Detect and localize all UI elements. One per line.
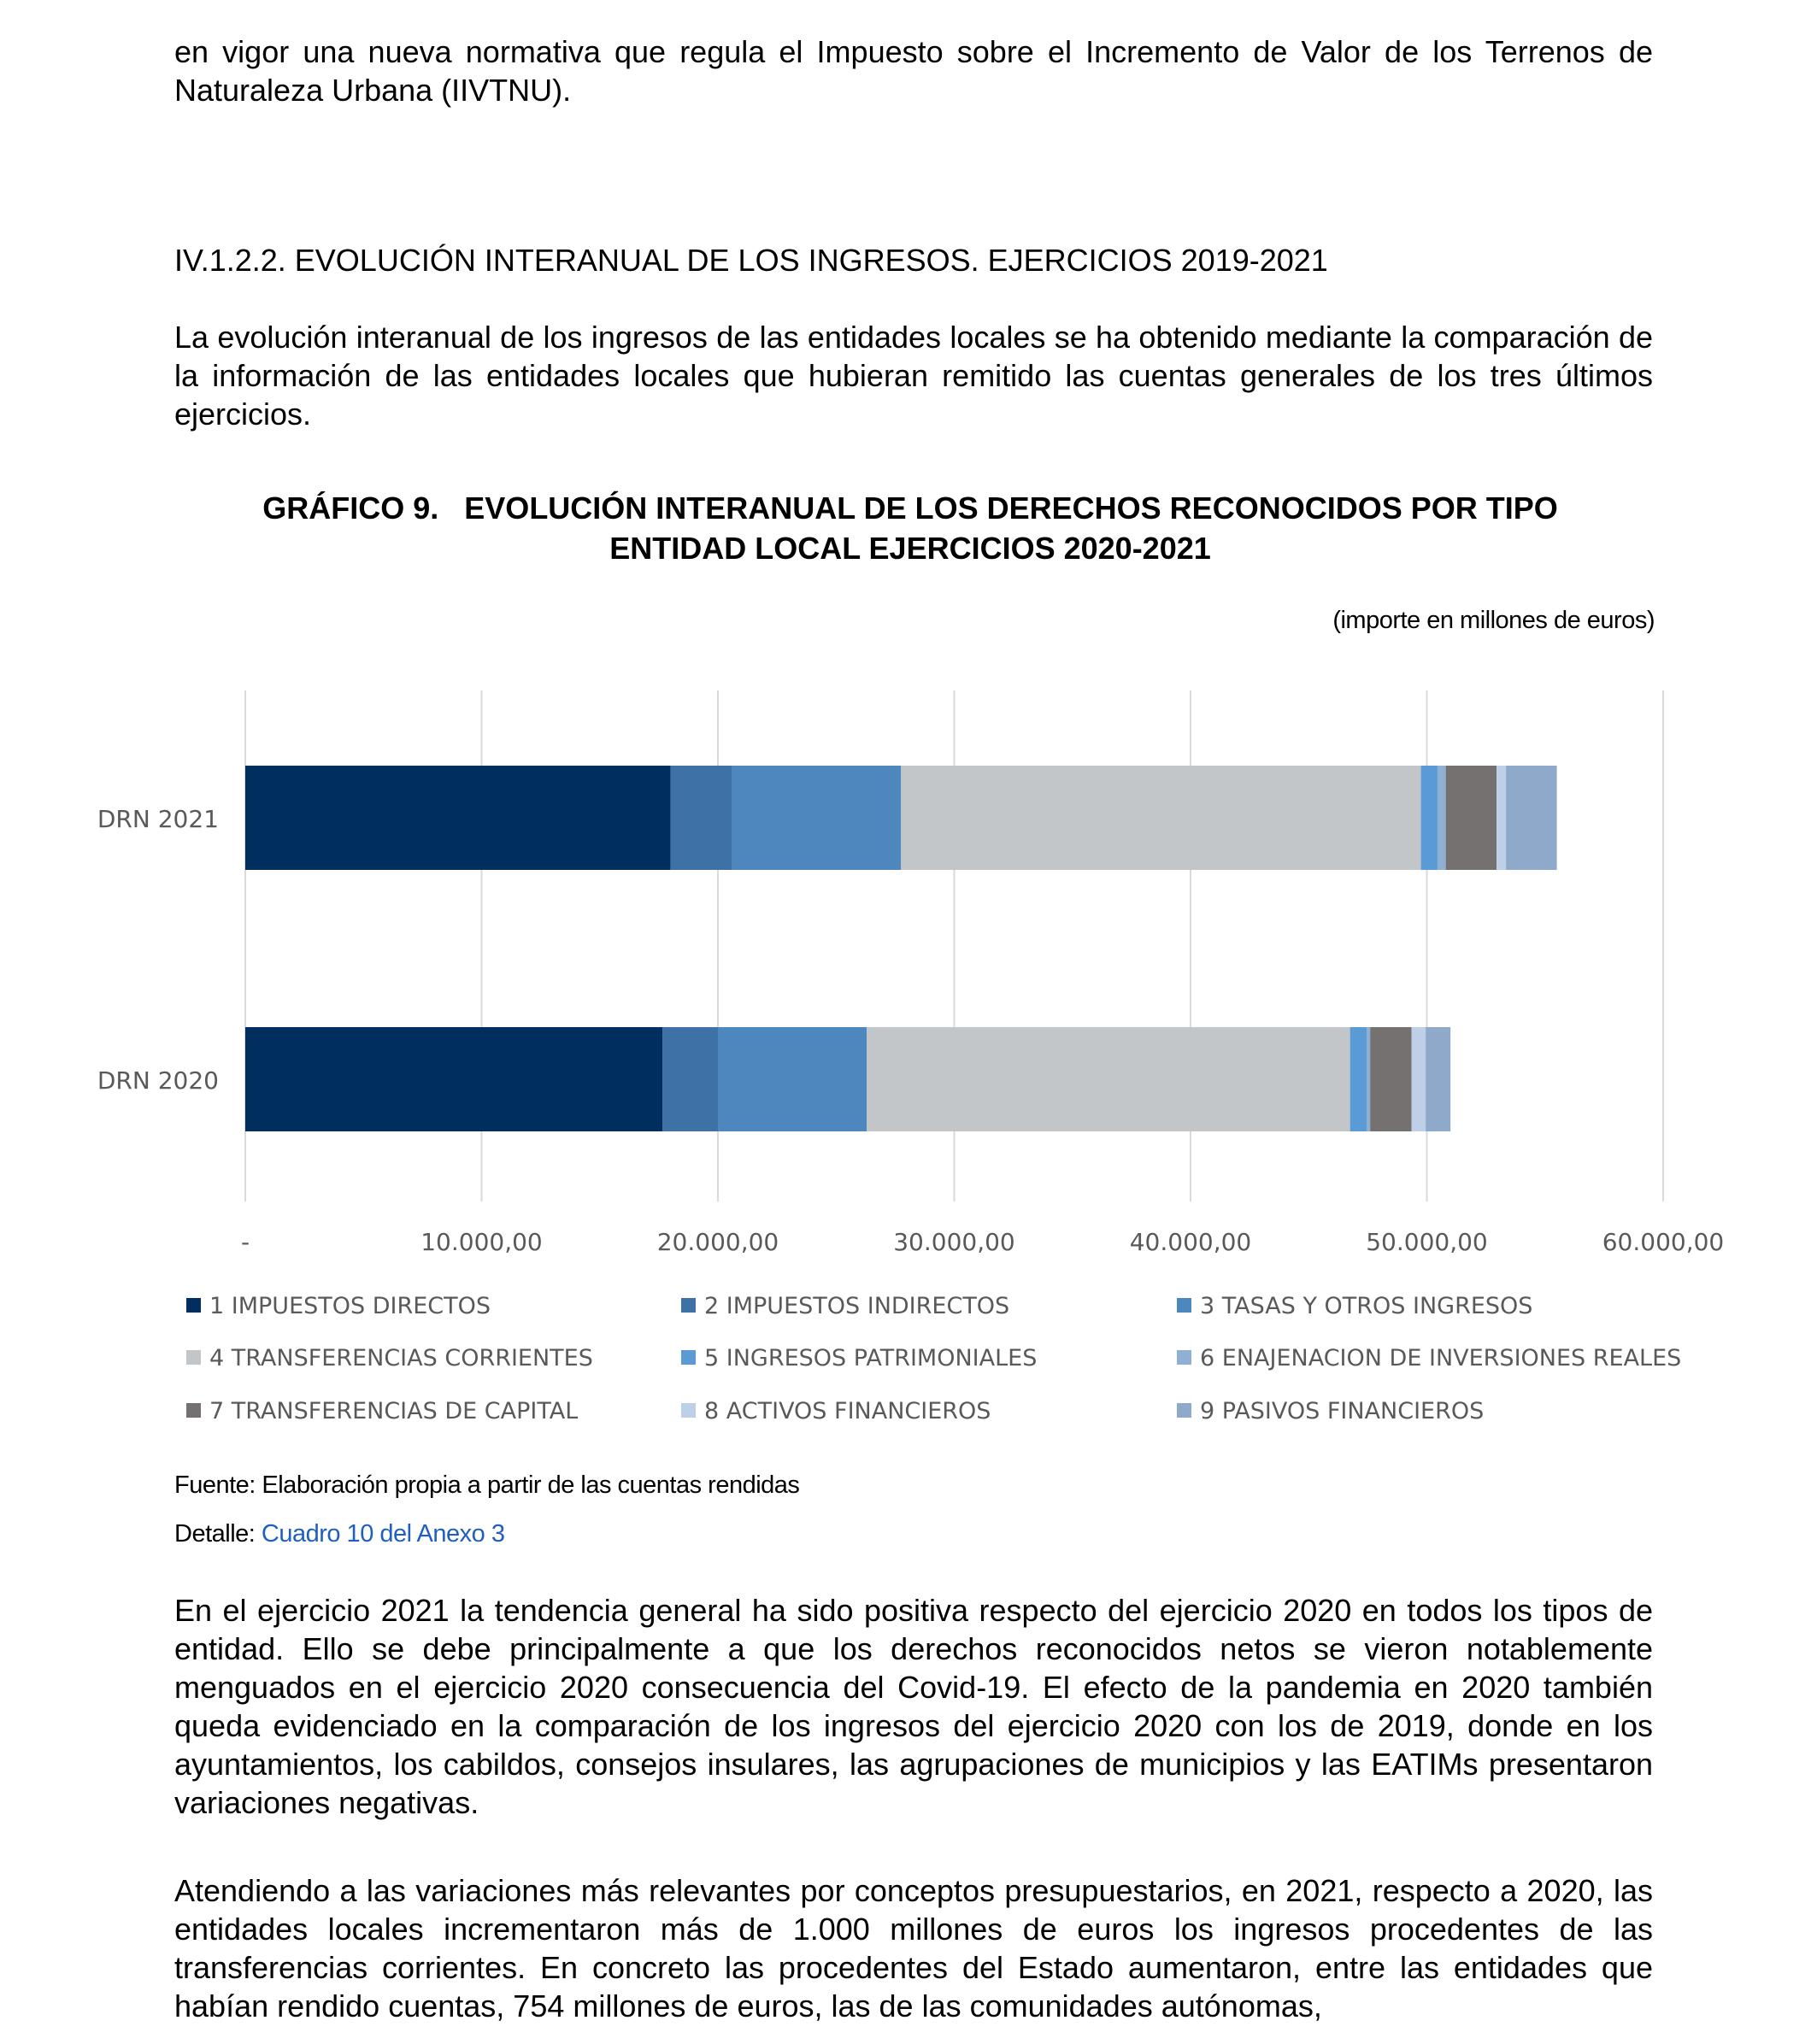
- x-tick-label-3: 30.000,00: [893, 1228, 1015, 1256]
- legend-label-4: 4 TRANSFERENCIAS CORRIENTES: [209, 1345, 593, 1371]
- source-note: Fuente: Elaboración propia a partir de las cuentas rendidas: [174, 1471, 800, 1499]
- bar-segment-2021-series-8: [1497, 766, 1506, 870]
- bar-segment-2020-series-2: [662, 1027, 718, 1131]
- legend-label-1: 1 IMPUESTOS DIRECTOS: [209, 1293, 491, 1319]
- bar-segment-2020-series-6: [1367, 1027, 1370, 1131]
- figure-title: [171, 488, 1649, 568]
- legend: [186, 1293, 1681, 1424]
- bar-segment-2020-series-3: [718, 1027, 867, 1131]
- bar-segment-2021-series-9: [1506, 766, 1556, 870]
- bar-segment-2020-series-7: [1370, 1027, 1411, 1131]
- bar-segment-2020-series-8: [1412, 1027, 1426, 1131]
- bar-segment-2021-series-4: [901, 766, 1420, 870]
- legend-swatch-3: [1177, 1298, 1191, 1313]
- bar-segment-2021-series-7: [1446, 766, 1497, 870]
- figure-title-line2: ENTIDAD LOCAL EJERCICIOS 2020-2021: [609, 531, 1211, 566]
- legend-swatch-8: [681, 1403, 696, 1418]
- legend-label-7: 7 TRANSFERENCIAS DE CAPITAL: [209, 1398, 579, 1424]
- category-labels: [97, 805, 219, 1095]
- stacked-bar-chart: [0, 675, 1817, 1444]
- bar-segment-2021-series-1: [245, 766, 671, 870]
- category-label-1: DRN 2020: [97, 1066, 219, 1095]
- units-note: (importe en millones de euros): [1332, 607, 1655, 634]
- bar-segment-2020-series-9: [1426, 1027, 1450, 1131]
- legend-swatch-4: [186, 1350, 201, 1365]
- method-paragraph: La evolución interanual de los ingresos de las entidades locales se ha obtenido mediante la comparación de la información de las entidades locales que hubieran remitido las cuentas generales de los tres últimos ejercicios.: [174, 320, 1653, 432]
- x-tick-label-6: 60.000,00: [1602, 1228, 1725, 1256]
- x-tick-labels: [241, 1228, 1724, 1256]
- bar-segment-2021-series-5: [1421, 766, 1438, 870]
- x-tick-label-5: 50.000,00: [1366, 1228, 1488, 1256]
- x-tick-label-2: 20.000,00: [656, 1228, 779, 1256]
- trend-paragraph: En el ejercicio 2021 la tendencia general ha sido positiva respecto del ejercicio 2020 en todos los tipos de entidad. Ello se debe principalmente a que los derechos reconocidos netos se vieron notablemente menguados en el ejercicio 2020 consecuencia del Covid-19. El efecto de la pandemia en 2020 también queda evidenciado en la comparación de los ingresos del ejercicio 2020 con los de 2019, donde en los ayuntamientos, los cabildos, consejos insulares, las agrupaciones de municipios y las EATIMs presentaron variaciones negativas.: [174, 1593, 1653, 1820]
- legend-swatch-1: [186, 1298, 201, 1313]
- variations-paragraph: Atendiendo a las variaciones más relevantes por conceptos presupuestarios, en 2021, respecto a 2020, las entidades locales incrementaron más de 1.000 millones de euros los ingresos procedentes de las transferencias corrientes. En concreto las procedentes del Estado aumentaron, entre las entidades que habían rendido cuentas, 754 millones de euros, las de las comunidades autónomas,: [174, 1873, 1653, 2023]
- detail-link[interactable]: Cuadro 10 del Anexo 3: [261, 1520, 505, 1548]
- legend-label-3: 3 TASAS Y OTROS INGRESOS: [1200, 1293, 1533, 1319]
- x-tick-label-4: 40.000,00: [1129, 1228, 1252, 1256]
- x-tick-label-1: 10.000,00: [420, 1228, 543, 1256]
- legend-label-9: 9 PASIVOS FINANCIEROS: [1200, 1398, 1485, 1424]
- section-heading: IV.1.2.2. EVOLUCIÓN INTERANUAL DE LOS INGRESOS. EJERCICIOS 2019-2021: [174, 243, 1328, 278]
- bar-segment-2021-series-6: [1438, 766, 1446, 870]
- bar-segment-2020-series-5: [1350, 1027, 1367, 1131]
- legend-label-6: 6 ENAJENACION DE INVERSIONES REALES: [1200, 1345, 1682, 1371]
- detail-note: [174, 1520, 504, 1548]
- bars: [245, 766, 1557, 1131]
- legend-label-5: 5 INGRESOS PATRIMONIALES: [704, 1345, 1038, 1371]
- detail-label: Detalle:: [174, 1520, 262, 1548]
- legend-swatch-2: [681, 1298, 696, 1313]
- legend-swatch-9: [1177, 1403, 1191, 1418]
- legend-swatch-7: [186, 1403, 201, 1418]
- category-label-0: DRN 2021: [97, 805, 219, 833]
- figure-title-line1: GRÁFICO 9. EVOLUCIÓN INTERANUAL DE LOS DERECHOS RECONOCIDOS POR TIPO: [262, 490, 1558, 526]
- legend-label-8: 8 ACTIVOS FINANCIEROS: [704, 1398, 991, 1424]
- x-tick-label-0: -: [240, 1228, 250, 1256]
- bar-segment-2020-series-4: [867, 1027, 1350, 1131]
- bar-segment-2021-series-2: [671, 766, 732, 870]
- legend-swatch-5: [681, 1350, 696, 1365]
- intro-paragraph: en vigor una nueva normativa que regula el Impuesto sobre el Incremento de Valor de los Terrenos de Naturaleza Urbana (IIVTNU).: [174, 34, 1653, 108]
- bar-segment-2021-series-3: [732, 766, 902, 870]
- bar-segment-2020-series-1: [245, 1027, 662, 1131]
- legend-swatch-6: [1177, 1350, 1191, 1365]
- legend-label-2: 2 IMPUESTOS INDIRECTOS: [704, 1293, 1010, 1319]
